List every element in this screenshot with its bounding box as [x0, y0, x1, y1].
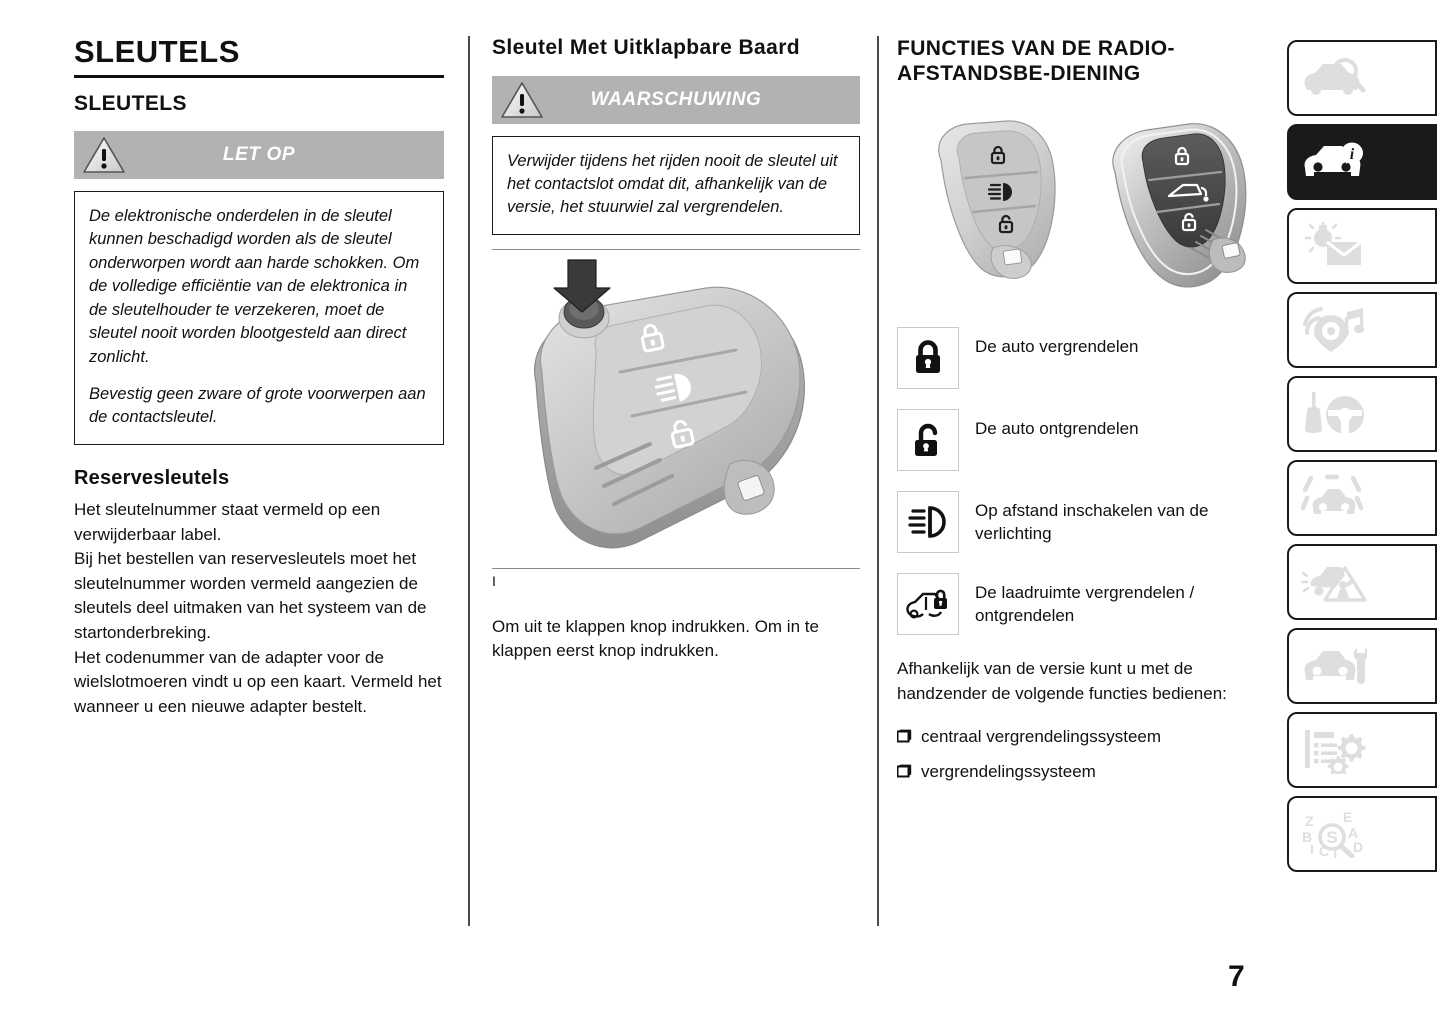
warning-box	[492, 136, 860, 235]
square-bullet-icon	[897, 764, 912, 779]
figure-bottom-rule	[492, 568, 860, 569]
steering-start-icon	[1301, 390, 1367, 438]
column-two	[492, 36, 860, 664]
sidebar-tab-lane-assist[interactable]	[1287, 460, 1437, 536]
flip-key-figure	[492, 250, 860, 589]
sidebar-tab-car-inspection[interactable]	[1287, 40, 1437, 116]
notice-paragraph-1: De elektronische onderdelen in de sleutel kunnen beschadigd worden als de sleutel onderworpen wordt aan harde schokken. Om de volledige efficiëntie van de elektronica in de sleutelhouder te verzekeren, moet de sleutel nooit worden blootgesteld aan direct zonlicht.	[89, 207, 420, 366]
car-service-icon	[1301, 642, 1367, 690]
car-inspection-icon	[1301, 54, 1367, 102]
notice-box	[74, 191, 444, 445]
subsection-title-reservesleutels: Reservesleutels	[74, 466, 230, 489]
svg-text:B: B	[1302, 829, 1313, 845]
legend-label: Op afstand inschakelen van de verlichting	[975, 501, 1209, 544]
flip-key-illustration	[492, 254, 852, 554]
warning-triangle-icon	[500, 80, 544, 120]
sidebar-tab-infotainment-navigation[interactable]	[1287, 292, 1437, 368]
notice-banner-label: LET OP	[222, 144, 296, 166]
legend-row	[897, 327, 1265, 389]
headlight-icon	[897, 491, 959, 553]
chapter-rule	[74, 75, 444, 78]
body-paragraph-1: Het sleutelnummer staat vermeld op een verwijderbaar label.	[74, 499, 381, 544]
svg-text:S: S	[1326, 828, 1338, 847]
column2-body-text: Om uit te klappen knop indrukken. Om in te klappen eerst knop indrukken.	[492, 616, 819, 661]
list-item-label: centraal vergrendelingssysteem	[921, 726, 1162, 746]
svg-text:T: T	[1331, 845, 1340, 858]
sidebar-tab-emergency-breakdown[interactable]	[1287, 544, 1437, 620]
column-divider-1	[468, 36, 470, 926]
section-title-uitklapbare-baard: Sleutel Met Uitklapbare Baard	[492, 36, 801, 59]
svg-text:I: I	[1310, 841, 1314, 857]
column-divider-2	[877, 36, 879, 926]
key-fobs-figure	[897, 102, 1265, 301]
lock-open-icon	[897, 409, 959, 471]
sidebar-tab-alphabetical-index[interactable]	[1287, 796, 1437, 872]
legend-label: De auto vergrendelen	[975, 337, 1139, 357]
warning-banner-label: WAARSCHUWING	[590, 88, 762, 110]
svg-text:A: A	[1348, 825, 1359, 841]
chapter-tab-sidebar	[1287, 40, 1437, 880]
infotainment-navigation-icon	[1301, 306, 1367, 354]
page-number: 7	[1228, 960, 1245, 993]
sidebar-tab-climate-mail[interactable]	[1287, 208, 1437, 284]
sidebar-tab-steering-start[interactable]	[1287, 376, 1437, 452]
alphabetical-index-icon	[1301, 810, 1367, 858]
legend-label: De auto ontgrendelen	[975, 419, 1139, 439]
figure-caption: I	[492, 572, 496, 589]
list-item	[897, 725, 1265, 749]
lock-closed-icon	[897, 327, 959, 389]
notice-banner	[74, 131, 444, 179]
svg-text:i: i	[1349, 146, 1355, 163]
car-boot-lock-icon	[897, 573, 959, 635]
warning-banner	[492, 76, 860, 124]
legend-row	[897, 491, 1265, 553]
warning-triangle-icon	[82, 135, 126, 175]
legend-row	[897, 573, 1265, 635]
emergency-breakdown-icon	[1301, 558, 1367, 606]
chapter-title: SLEUTELS	[74, 34, 240, 69]
body-paragraph-3: Het codenummer van de adapter voor de wielslotmoeren vindt u op een kaart. Vermeld het wanneer u een nieuwe adapter bestelt.	[74, 647, 442, 716]
specifications-gears-icon	[1301, 726, 1367, 774]
car-info-icon	[1301, 138, 1367, 186]
svg-text:D: D	[1353, 839, 1364, 855]
remote-functions-legend	[897, 327, 1265, 635]
svg-text:E: E	[1343, 810, 1353, 825]
two-remote-key-fobs-illustration	[897, 116, 1263, 301]
sidebar-tab-specifications-gears[interactable]	[1287, 712, 1437, 788]
svg-text:Z: Z	[1305, 813, 1314, 829]
legend-row	[897, 409, 1265, 471]
functions-bullet-list	[897, 725, 1265, 785]
svg-text:C: C	[1319, 843, 1330, 858]
sidebar-tab-car-service[interactable]	[1287, 628, 1437, 704]
column-one	[74, 36, 444, 720]
body-paragraph-2: Bij het bestellen van reservesleutels moet het sleutelnummer worden vermeld aangezien de sleutels deel uitmaken van het systeem van de startonderbreking.	[74, 549, 427, 643]
climate-mail-icon	[1301, 222, 1367, 270]
lane-assist-icon	[1301, 474, 1367, 522]
sidebar-tab-car-info[interactable]	[1287, 124, 1437, 200]
section-title-radio-afstandsbediening: FUNCTIES VAN DE RADIO-AFSTANDSBE-DIENING	[897, 37, 1175, 86]
list-item	[897, 760, 1265, 784]
list-item-label: vergrendelingssysteem	[921, 762, 1096, 782]
column-three	[897, 36, 1265, 796]
section-title-sleutels: SLEUTELS	[74, 91, 187, 115]
square-bullet-icon	[897, 729, 912, 744]
column3-intro-text: Afhankelijk van de versie kunt u met de handzender de volgende functies bedienen:	[897, 659, 1227, 704]
notice-paragraph-2: Bevestig geen zware of grote voorwerpen aan de contactsleutel.	[89, 385, 426, 427]
warning-paragraph-1: Verwijder tijdens het rijden nooit de sleutel uit het contactslot omdat dit, afhankelijk van de versie, het stuurwiel zal vergrendelen.	[507, 151, 838, 217]
legend-label: De laadruimte vergrendelen / ontgrendelen	[975, 583, 1195, 626]
